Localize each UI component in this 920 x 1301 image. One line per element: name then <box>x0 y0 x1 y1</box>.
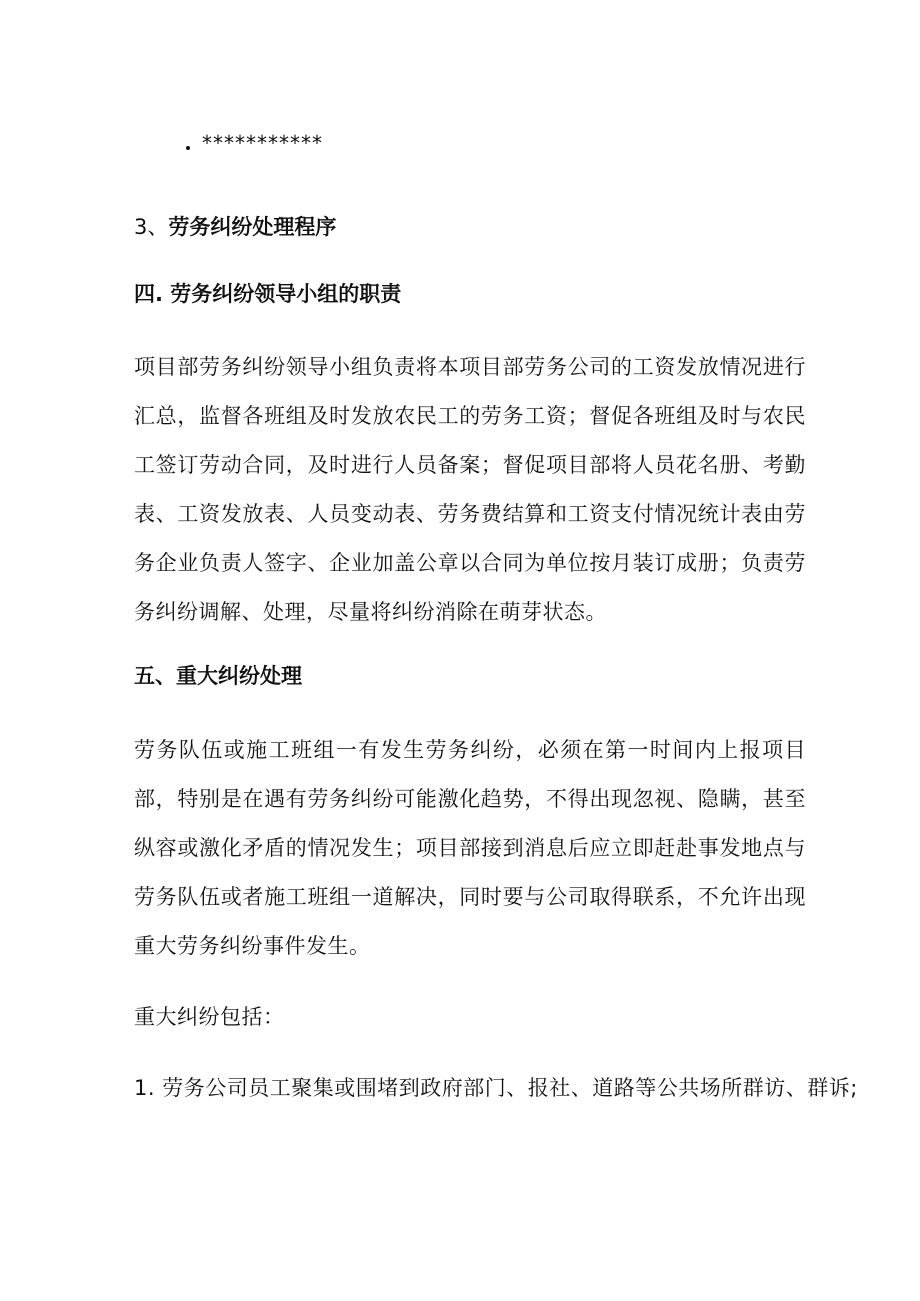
section-3-number: 3、 <box>134 215 169 239</box>
section-3-title: 劳务纠纷处理程序 <box>168 215 337 239</box>
list-item-1: 1. 劳务公司员工聚集或围堵到政府部门、报社、道路等公共场所群访、群诉; <box>134 1076 858 1100</box>
bullet-text: *********** <box>202 131 323 155</box>
section-5-heading: 五、重大纠纷处理 <box>134 664 302 688</box>
includes-label: 重大纠纷包括： <box>134 1005 285 1029</box>
section-3-heading <box>134 212 336 242</box>
section-4-heading: 四. 劳务纠纷领导小组的职责 <box>134 282 402 306</box>
section-5-paragraph: 劳务队伍或施工班组一有发生劳务纠纷，必须在第一时间内上报项目部，特别是在遇有劳务纠纷可能激化趋势，不得出现忽视、隐瞒，甚至纵容或激化矛盾的情况发生；项目部接到消息后应立即赶赴事发地点与劳务队伍或者施工班组一道解决，同时要与公司取得联系，不允许出现重大劳务纠纷事件发生。 <box>134 738 806 958</box>
bullet-line <box>186 130 323 156</box>
section-4-paragraph: 项目部劳务纠纷领导小组负责将本项目部劳务公司的工资发放情况进行汇总，监督各班组及时发放农民工的劳务工资；督促各班组及时与农民工签订劳动合同，及时进行人员备案；督促项目部将人员花名册、考勤表、工资发放表、人员变动表、劳务费结算和工资支付情况统计表由劳务企业负责人签字、企业加盖公章以合同为单位按月装订成册；负责劳务纠纷调解、处理，尽量将纠纷消除在萌芽状态。 <box>134 355 806 624</box>
bullet-dot-icon <box>186 146 190 150</box>
